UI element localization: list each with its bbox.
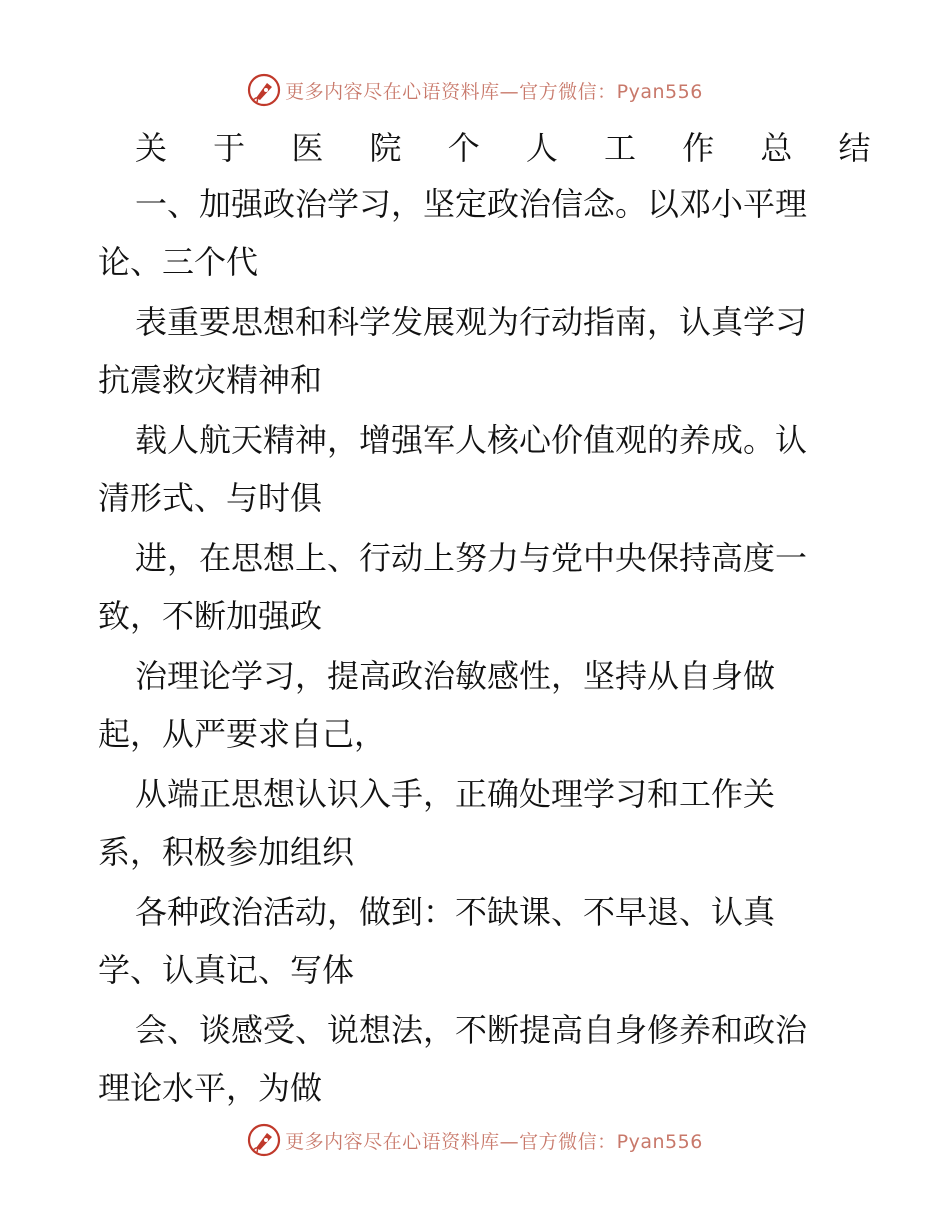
watermark-text: 更多内容尽在心语资料库—官方微信：Pyan556: [285, 80, 703, 103]
pen-nib-logo-icon: [247, 1123, 281, 1157]
paragraph: [98, 765, 858, 881]
paragraph-line: 会、谈感受、说想法，不断提高自身修养和政治: [135, 1011, 808, 1049]
paragraph-line: 学、认真记、写体: [98, 951, 355, 989]
paragraph: [98, 411, 858, 527]
document-title: 关 于 医 院 个 人 工 作 总 结: [135, 129, 889, 167]
paragraph-line: 致，不断加强政: [98, 597, 323, 635]
paragraph: [98, 883, 858, 999]
paragraph-line: 从端正思想认识入手，正确处理学习和工作关: [135, 775, 776, 813]
paragraph-line: 清形式、与时俱: [98, 479, 323, 517]
paragraph-line: 系，积极参加组织: [98, 833, 355, 871]
paragraph-line: 进，在思想上、行动上努力与党中央保持高度一: [135, 539, 808, 577]
paragraph-line: 一、加强政治学习，坚定政治信念。以邓小平理: [135, 185, 808, 223]
footer-watermark-banner: [0, 1120, 950, 1160]
paragraph-line: 各种政治活动，做到：不缺课、不早退、认真: [135, 893, 776, 931]
paragraph-line: 载人航天精神，增强军人核心价值观的养成。认: [135, 421, 808, 459]
pen-nib-logo-icon: [247, 73, 281, 107]
paragraph-line: 论、三个代: [98, 243, 259, 281]
paragraph: [98, 647, 858, 763]
paragraph: [98, 1001, 858, 1117]
header-watermark-banner: [0, 70, 950, 110]
paragraph-line: 抗震救灾精神和: [98, 361, 323, 399]
paragraph: [98, 529, 858, 645]
paragraph: [98, 293, 858, 409]
paragraph-line: 起，从严要求自己，: [98, 715, 387, 753]
paragraph-line: 表重要思想和科学发展观为行动指南，认真学习: [135, 303, 808, 341]
paragraph-line: 治理论学习，提高政治敏感性，坚持从自身做: [135, 657, 776, 695]
paragraph-line: 理论水平，为做: [98, 1069, 323, 1107]
paragraph: [98, 175, 858, 291]
watermark-text: 更多内容尽在心语资料库—官方微信：Pyan556: [285, 1130, 703, 1153]
